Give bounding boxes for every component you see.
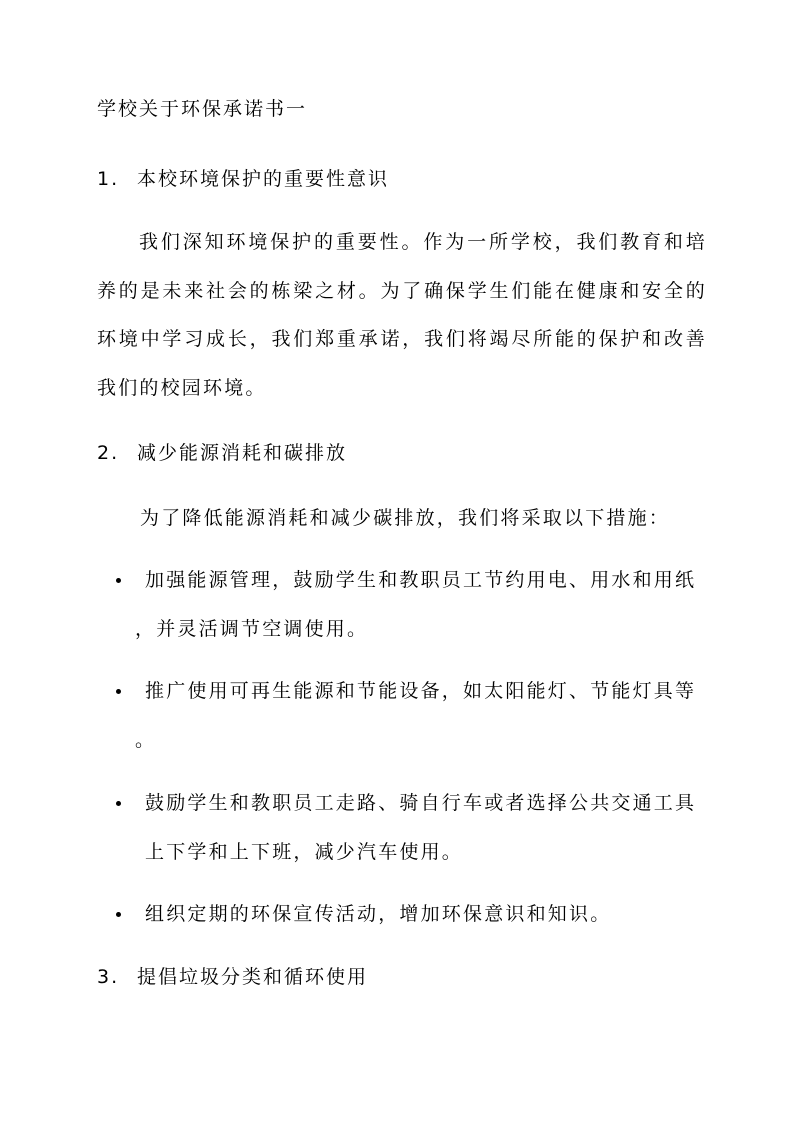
section-1-paragraph: 我们深知环境保护的重要性。作为一所学校，我们教育和培养的是未来社会的栋梁之材。为了确保学生们能在健康和安全的环境中学习成长，我们郑重承诺，我们将竭尽所能的保护和改善我们的校园环境。: [97, 231, 707, 399]
bullet-1-line-1: 加强能源管理，鼓励学生和教职员工节约用电、用水和用纸: [145, 569, 697, 591]
section-heading-2: [97, 438, 347, 465]
bullet-4-line-1: 组织定期的环保宣传活动，增加环保意识和知识。: [145, 903, 612, 925]
section-heading-text: 本校环境保护的重要性意识: [137, 168, 390, 190]
bullet-2-line-2: 。: [135, 729, 157, 751]
section-heading-text: 减少能源消耗和碳排放: [137, 442, 348, 464]
bullet-1-line-2: ，并灵活调节空调使用。: [135, 618, 369, 640]
section-heading-1: [97, 164, 389, 191]
bullet-dot-icon: [116, 912, 121, 917]
bullet-2-line-1: 推广使用可再生能源和节能设备，如太阳能灯、节能灯具等: [145, 680, 697, 702]
section-2-intro: 为了降低能源消耗和减少碳排放，我们将采取以下措施：: [140, 507, 671, 529]
bullet-3-line-2: 上下学和上下班，减少汽车使用。: [145, 841, 464, 863]
section-number: 2.: [97, 442, 120, 464]
bullet-3-line-1: 鼓励学生和教职员工走路、骑自行车或者选择公共交通工具: [145, 792, 697, 814]
bullet-dot-icon: [116, 689, 121, 694]
bullet-dot-icon: [116, 801, 121, 806]
section-heading-3: [97, 962, 368, 989]
section-number: 1.: [97, 168, 120, 190]
document-title: 学校关于环保承诺书一: [97, 98, 308, 120]
section-heading-text: 提倡垃圾分类和循环使用: [137, 966, 369, 988]
section-number: 3.: [97, 966, 120, 988]
bullet-dot-icon: [116, 578, 121, 583]
